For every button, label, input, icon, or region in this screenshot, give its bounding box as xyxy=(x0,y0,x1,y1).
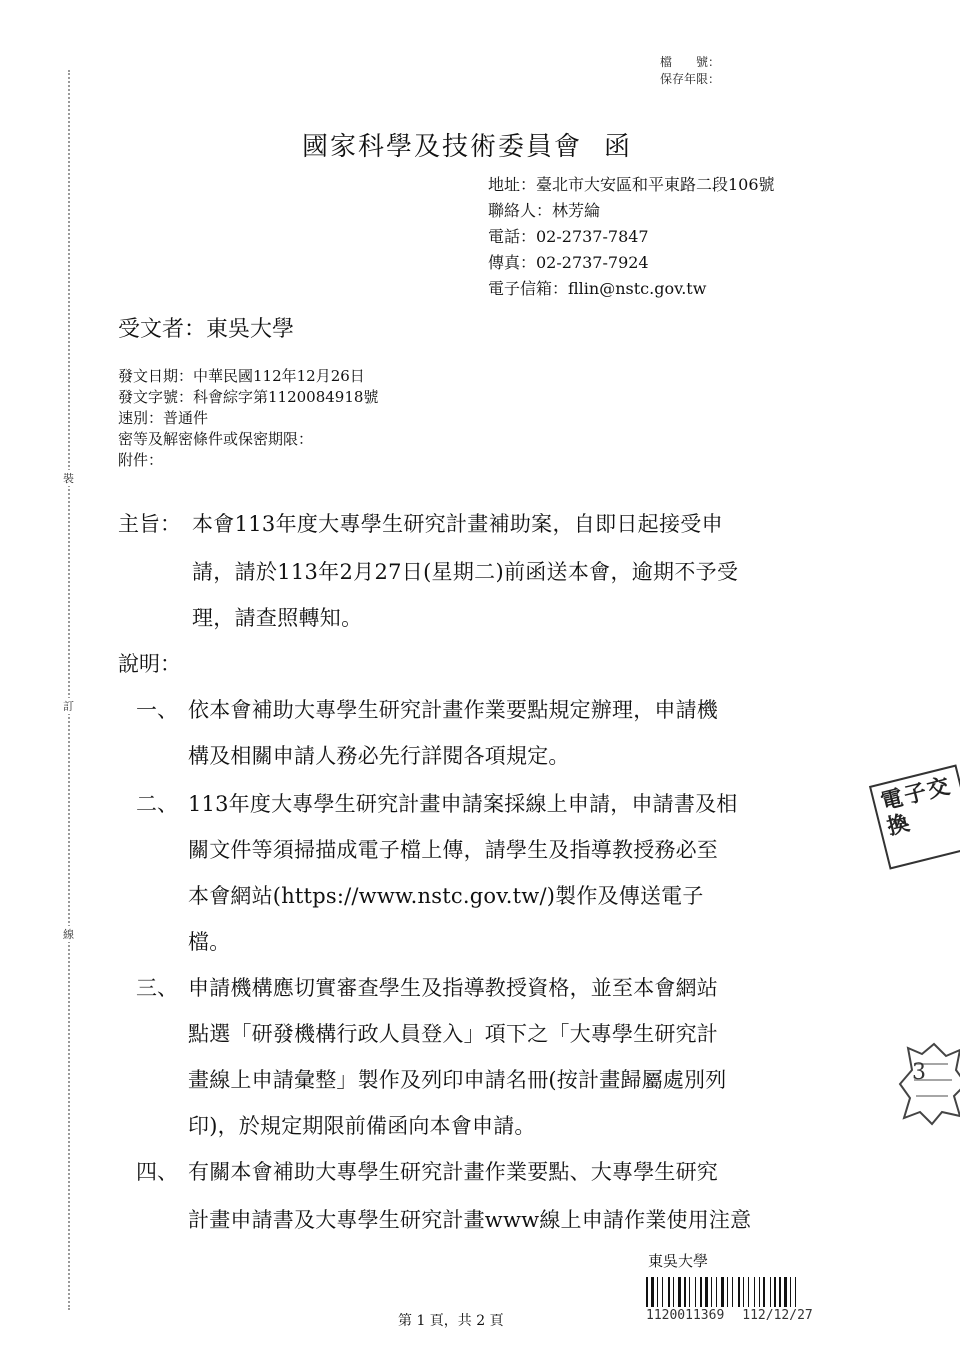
barcode-date: 112/12/27 xyxy=(742,1308,813,1323)
barcode-bar xyxy=(745,1277,747,1307)
barcode-bar xyxy=(756,1277,758,1307)
barcode-bar xyxy=(689,1277,690,1307)
seal-number: 3 xyxy=(912,1060,926,1085)
barcode-bar xyxy=(657,1277,658,1307)
item-line: 印)，於規定期限前備函向本會申請。 xyxy=(188,1114,536,1138)
barcode-bar xyxy=(697,1277,699,1307)
barcode-bar xyxy=(695,1277,696,1307)
subject-line: 本會113年度大專學生研究計畫補助案，自即日起接受申 xyxy=(192,512,723,536)
item-line: 檔。 xyxy=(188,930,231,954)
barcode-bars xyxy=(646,1277,856,1307)
barcode-bar xyxy=(795,1277,796,1307)
barcode-bar xyxy=(777,1277,778,1307)
barcode-bar xyxy=(664,1277,667,1307)
barcode-bar xyxy=(741,1277,742,1307)
barcode-caption xyxy=(646,1308,856,1323)
barcode-org: 東吳大學 xyxy=(648,1252,709,1270)
barcode-bar xyxy=(659,1277,661,1307)
barcode-bar xyxy=(678,1277,681,1307)
barcode-bar xyxy=(718,1277,720,1307)
barcode-bar xyxy=(750,1277,753,1307)
barcode-number: 1120011369 xyxy=(646,1308,725,1323)
item-line: 申請機構應切實審查學生及指導教授資格，並至本會網站 xyxy=(188,976,718,1000)
meta-block xyxy=(118,366,378,471)
binding-char-xian: 線 xyxy=(63,928,74,941)
item-line: 構及相關申請人務必先行詳閱各項規定。 xyxy=(188,744,570,768)
barcode-bar xyxy=(759,1277,760,1307)
document-title xyxy=(302,126,632,163)
contact-phone: 電話：02-2737-7847 xyxy=(488,227,649,246)
barcode-bar xyxy=(738,1277,740,1307)
document-type: 函 xyxy=(604,132,633,162)
item-line: 113年度大專學生研究計畫申請案採線上申請，申請書及相 xyxy=(188,792,738,816)
document-number: 發文字號：科會綜字第1120084918號 xyxy=(118,388,379,406)
barcode-bar xyxy=(772,1277,773,1307)
item-line: 依本會補助大專學生研究計畫作業要點規定辦理，申請機 xyxy=(188,698,718,722)
barcode-bar xyxy=(709,1277,710,1307)
barcode-bar xyxy=(763,1277,765,1307)
barcode-bar xyxy=(700,1277,702,1307)
item-number: 二、 xyxy=(136,792,178,816)
subject-line: 請，請於113年2月27日(星期二)前函送本會，逾期不予受 xyxy=(192,560,739,584)
contact-fax: 傳真：02-2737-7924 xyxy=(488,253,649,272)
barcode-bar xyxy=(734,1277,737,1307)
barcode-bar xyxy=(655,1277,656,1307)
barcode-bar xyxy=(761,1277,762,1307)
barcode-bar xyxy=(748,1277,749,1307)
contact-person: 聯絡人：林芳綸 xyxy=(488,201,601,220)
explanation-label: 說明： xyxy=(118,652,181,676)
binding-char-zhuang: 裝 xyxy=(63,472,74,485)
item-number: 四、 xyxy=(136,1160,178,1184)
item-line: 關文件等須掃描成電子檔上傳，請學生及指導教授務必至 xyxy=(188,838,718,862)
barcode-bar xyxy=(691,1277,694,1307)
recipient: 受文者：東吳大學 xyxy=(118,317,295,342)
barcode-bar xyxy=(725,1277,726,1307)
barcode-bar xyxy=(729,1277,731,1307)
barcode-bar xyxy=(766,1277,769,1307)
barcode-bar xyxy=(668,1277,670,1307)
barcode-bar xyxy=(792,1277,794,1307)
barcode-bar xyxy=(675,1277,677,1307)
barcode-bar xyxy=(754,1277,755,1307)
barcode-bar xyxy=(797,1277,799,1307)
barcode-bar xyxy=(727,1277,728,1307)
barcode-bar xyxy=(651,1277,654,1307)
barcode-bar xyxy=(770,1277,771,1307)
item-number: 三、 xyxy=(136,976,178,1000)
barcode-bar xyxy=(743,1277,744,1307)
barcode-bar xyxy=(721,1277,724,1307)
barcode-bar xyxy=(682,1277,683,1307)
issue-date: 發文日期：中華民國112年12月26日 xyxy=(118,367,365,385)
page-indicator: 第 1 頁，共 2 頁 xyxy=(398,1313,504,1329)
barcode-bar xyxy=(705,1277,708,1307)
barcode-bar xyxy=(673,1277,674,1307)
binding-line xyxy=(68,70,70,1310)
barcode-bar xyxy=(790,1277,791,1307)
item-line: 有關本會補助大專學生研究計畫作業要點、大專學生研究 xyxy=(188,1160,718,1184)
barcode-bar xyxy=(784,1277,787,1307)
item-line: 點選「研發機構行政人員登入」項下之「大專學生研究計 xyxy=(188,1022,718,1046)
contact-email: 電子信箱：fllin@nstc.gov.tw xyxy=(488,279,707,298)
item-line: 計畫申請書及大專學生研究計畫www線上申請作業使用注意 xyxy=(188,1208,752,1232)
item-line: 本會網站(https://www.nstc.gov.tw/)製作及傳送電子 xyxy=(188,884,704,908)
binding-char-ding: 訂 xyxy=(63,700,74,713)
barcode-bar xyxy=(788,1277,789,1307)
receipt-barcode-block xyxy=(646,1250,856,1323)
barcode-bar xyxy=(662,1277,663,1307)
retention-period-label: 保存年限： xyxy=(660,72,721,86)
barcode-bar xyxy=(649,1277,650,1307)
barcode-bar xyxy=(716,1277,717,1307)
file-number-label: 檔 號： xyxy=(660,55,721,69)
barcode-bar xyxy=(711,1277,712,1307)
item-line: 畫線上申請彙整」製作及列印申請名冊(按計畫歸屬處別列 xyxy=(188,1068,727,1092)
electronic-exchange-stamp: 電子交換 xyxy=(869,764,960,869)
item-number: 一、 xyxy=(136,698,178,722)
secrecy-level: 密等及解密條件或保密期限： xyxy=(118,430,314,448)
barcode-bar xyxy=(671,1277,672,1307)
barcode-bar xyxy=(646,1277,648,1307)
contact-block xyxy=(488,172,775,302)
contact-address: 地址：臺北市大安區和平東路二段106號 xyxy=(488,175,775,194)
barcode-bar xyxy=(782,1277,783,1307)
delivery-speed: 速別：普通件 xyxy=(118,409,209,427)
seal-mark-icon xyxy=(898,1040,960,1128)
barcode-bar xyxy=(774,1277,776,1307)
attachments: 附件： xyxy=(118,451,164,469)
barcode-bar xyxy=(713,1277,715,1307)
subject-line: 理，請查照轉知。 xyxy=(192,606,363,630)
issuing-org: 國家科學及技術委員會 xyxy=(302,132,583,162)
barcode-bar xyxy=(779,1277,781,1307)
barcode-bar xyxy=(687,1277,688,1307)
barcode-bar xyxy=(703,1277,704,1307)
subject-label: 主旨： xyxy=(118,512,181,536)
barcode-bar xyxy=(684,1277,686,1307)
barcode-bar xyxy=(732,1277,733,1307)
